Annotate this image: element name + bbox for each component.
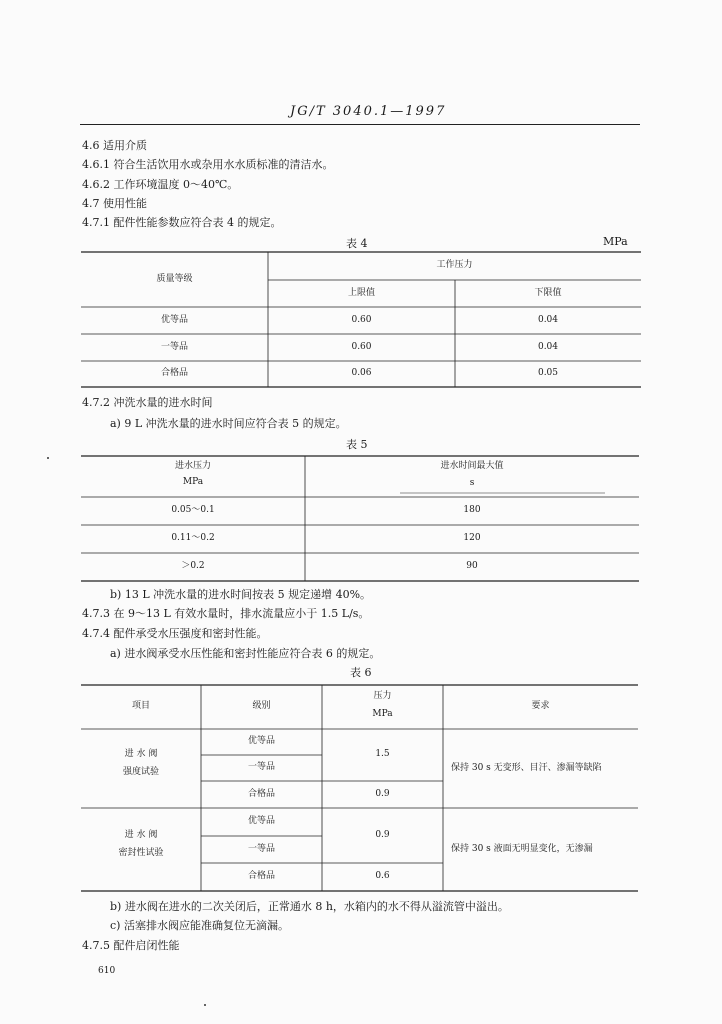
table6-strength-pressure-ok: 0.9 [375, 788, 390, 799]
table5-row3-pressure: ＞0.2 [181, 561, 205, 572]
section-4-6-2: 4.6.2 工作环境温度 0～40℃。 [82, 178, 239, 191]
table6-group2-name-line2: 密封性试验 [118, 848, 164, 859]
table5-header-time: 进水时间最大值 [440, 461, 504, 472]
scan-speck [47, 457, 49, 459]
table4-header-lower: 下限值 [534, 287, 562, 298]
table4-row1-lower: 0.04 [537, 314, 559, 325]
table4-unit: MPa [603, 235, 628, 248]
table6-level-6: 合格品 [247, 871, 275, 882]
table6-level-1: 优等品 [247, 736, 275, 747]
table6-level-3: 合格品 [247, 788, 275, 799]
table6-seal-requirement: 保持 30 s 液面无明显变化，无渗漏 [451, 843, 593, 854]
table4-caption: 表 4 [346, 237, 368, 250]
section-4-7: 4.7 使用性能 [82, 197, 147, 210]
table6-group2-name-line1: 进 水 阀 [124, 830, 158, 841]
section-4-7-5: 4.7.5 配件启闭性能 [82, 939, 180, 952]
table6-seal-pressure-ok: 0.6 [375, 871, 390, 882]
table6-level-2: 一等品 [247, 762, 275, 773]
table6-level-5: 一等品 [247, 843, 275, 854]
table5-header-pressure: 进水压力 [174, 461, 211, 472]
table4-row1-upper: 0.60 [351, 314, 372, 325]
table5-row3-time: 90 [466, 561, 478, 572]
section-4-7-3: 4.7.3 在 9～13 L 有效水量时，排水流量应小于 1.5 L/s。 [82, 607, 370, 620]
table4-row3-grade: 合格品 [160, 368, 188, 379]
table6-header-pressure-unit: MPa [372, 709, 393, 720]
table4-row2-lower: 0.04 [537, 341, 559, 352]
table6-strength-pressure-high: 1.5 [375, 749, 390, 760]
table6-group1-name-line2: 强度试验 [122, 767, 159, 778]
table5-caption: 表 5 [346, 438, 368, 451]
table5-row1-pressure: 0.05～0.1 [171, 505, 215, 516]
section-4-7-4-b: b) 进水阀在进水的二次关闭后，正常通水 8 h，水箱内的水不得从溢流管中溢出。 [110, 900, 509, 913]
table4-header-grade: 质量等级 [156, 273, 193, 284]
table4-header-upper: 上限值 [347, 287, 375, 298]
section-4-7-2-b: b) 13 L 冲洗水量的进水时间按表 5 规定递增 40%。 [110, 588, 372, 601]
table6-header-item: 项目 [131, 701, 150, 712]
table6-header-level: 级别 [252, 701, 271, 712]
table6-seal-pressure-high: 0.9 [375, 829, 390, 840]
table6-header-pressure: 压力 [373, 691, 392, 702]
section-4-7-4: 4.7.4 配件承受水压强度和密封性能。 [82, 627, 268, 640]
table4-row3-upper: 0.06 [351, 368, 372, 379]
table4-row2-upper: 0.60 [351, 341, 372, 352]
table4-row1-grade: 优等品 [160, 314, 188, 325]
table5-row2-pressure: 0.11～0.2 [171, 533, 215, 544]
section-4-6-1: 4.6.1 符合生活饮用水或杂用水水质标准的清洁水。 [82, 158, 334, 171]
section-4-6: 4.6 适用介质 [82, 139, 147, 152]
section-4-7-4-c: c) 活塞排水阀应能准确复位无滴漏。 [110, 919, 289, 932]
page-number: 610 [98, 966, 116, 976]
table6-caption: 表 6 [350, 666, 372, 679]
table6-strength-requirement: 保持 30 s 无变形、目汗、渗漏等缺陷 [451, 762, 602, 773]
section-4-7-4-a: a) 进水阀承受水压性能和密封性能应符合表 6 的规定。 [110, 647, 381, 660]
table5-header-pressure-unit: MPa [182, 477, 204, 488]
section-4-7-1: 4.7.1 配件性能参数应符合表 4 的规定。 [82, 216, 282, 229]
section-4-7-2: 4.7.2 冲洗水量的进水时间 [82, 396, 213, 409]
table5-row2-time: 120 [463, 533, 481, 544]
table6-header-requirement: 要求 [531, 701, 550, 712]
table4-header-pressure: 工作压力 [436, 260, 473, 271]
standard-number: JG/T 3040.1—1997 [290, 104, 447, 119]
table4-row3-lower: 0.05 [537, 368, 559, 379]
table6-level-4: 优等品 [247, 816, 275, 827]
table6-group1-name-line1: 进 水 阀 [124, 749, 158, 760]
scan-speck [204, 1004, 206, 1006]
table4-row2-grade: 一等品 [160, 341, 188, 352]
table5-header-time-unit: s [469, 478, 475, 489]
section-4-7-2-a: a) 9 L 冲洗水量的进水时间应符合表 5 的规定。 [110, 417, 347, 430]
table5-row1-time: 180 [463, 505, 481, 516]
